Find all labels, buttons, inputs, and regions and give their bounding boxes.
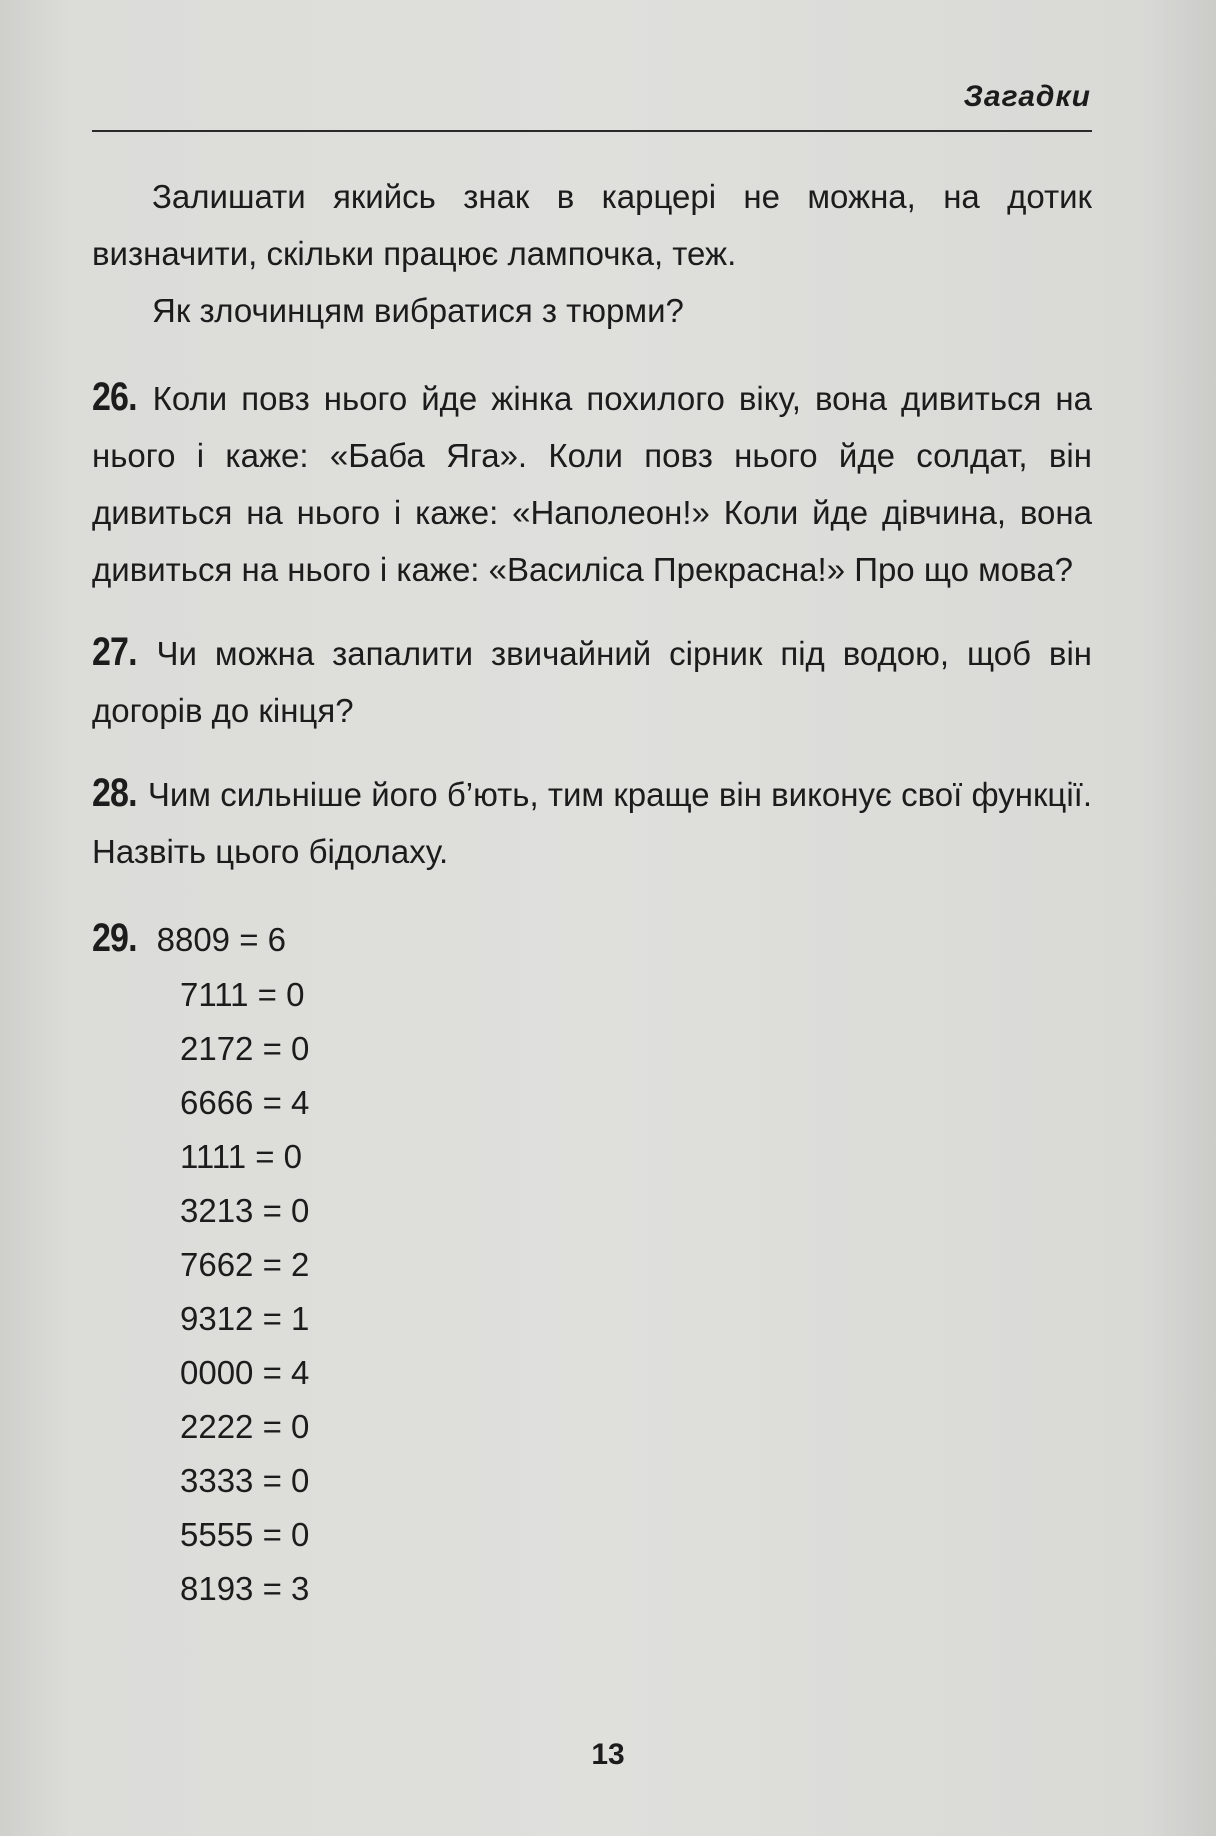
equation-line: 3213 = 0 bbox=[180, 1192, 310, 1229]
equation-line: 8809 = 6 bbox=[156, 921, 286, 958]
riddle-number: 26. bbox=[92, 375, 137, 419]
equation-line: 6666 = 4 bbox=[180, 1084, 310, 1121]
equation-line: 2172 = 0 bbox=[180, 1030, 310, 1067]
equation-line: 3333 = 0 bbox=[180, 1462, 310, 1499]
intro-paragraph-1: Залишати якийсь знак в карцері не можна, на дотик визначити, скільки працює лампочка, теж. bbox=[92, 178, 1092, 272]
equation-line: 9312 = 1 bbox=[180, 1300, 310, 1337]
header-rule bbox=[92, 130, 1092, 132]
riddle-29 bbox=[92, 910, 1092, 1616]
riddle-26 bbox=[92, 369, 1092, 598]
page-number: 13 bbox=[591, 1738, 625, 1771]
running-head: Загадки bbox=[963, 80, 1091, 113]
equation-line: 1111 = 0 bbox=[180, 1138, 303, 1175]
riddle-text: Чи можна запалити звичайний сірник під водою, щоб він догорів до кінця? bbox=[92, 635, 1092, 729]
riddle-27 bbox=[92, 624, 1092, 739]
equation-line: 5555 = 0 bbox=[180, 1516, 310, 1553]
riddle-number: 27. bbox=[92, 630, 137, 674]
equation-line: 8193 = 3 bbox=[180, 1570, 310, 1607]
equation-line: 0000 = 4 bbox=[180, 1354, 310, 1391]
riddle-number: 28. bbox=[92, 771, 137, 815]
equation-line: 2222 = 0 bbox=[180, 1408, 310, 1445]
riddle-text: Коли повз нього йде жінка похилого віку, вона дивиться на нього і каже: «Баба Яга». Коли повз нього йде солдат, він дивиться на нього і каже: «Наполеон!» Коли йде дівчина, вона дивиться на нього і каже: «Василіса Прекрасна!» Про що мова? bbox=[92, 380, 1092, 588]
riddle-number: 29. bbox=[92, 916, 137, 960]
riddle-28 bbox=[92, 765, 1092, 880]
riddle-text: Чим сильніше його б’ють, тим краще він виконує свої функції. Назвіть цього бідолаху. bbox=[92, 776, 1092, 870]
page-content bbox=[92, 168, 1092, 1616]
intro-paragraph-2: Як злочинцям вибратися з тюрми? bbox=[152, 292, 684, 329]
equation-line: 7662 = 2 bbox=[180, 1246, 310, 1283]
equation-line: 7111 = 0 bbox=[180, 976, 305, 1013]
equation-list bbox=[92, 968, 1092, 1616]
